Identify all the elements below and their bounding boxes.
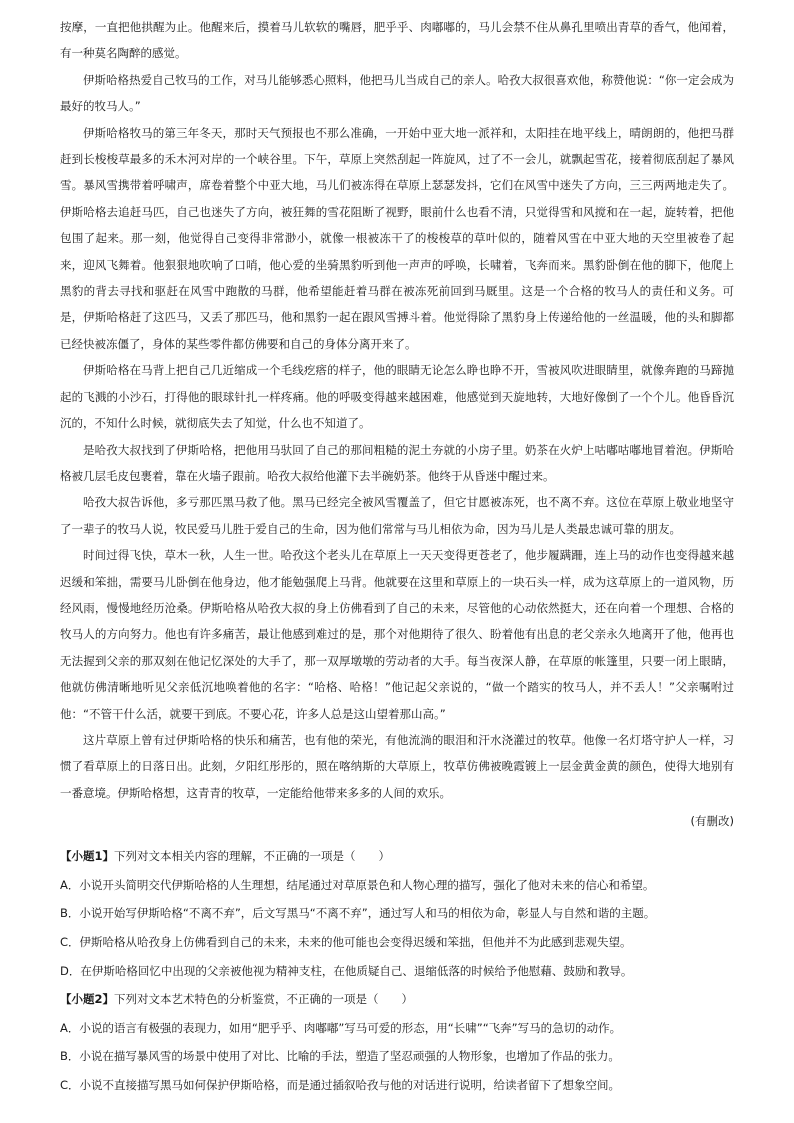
question-text: 下列对文本艺术特色的分析鉴赏，不正确的一项是（ ） xyxy=(114,992,414,1007)
article-paragraph: 伊斯哈格牧马的第三年冬天，那时天气预报也不那么准确，一开始中亚大地一派祥和，太阳挂在地平线上，晴朗朗的，他把马群赶到长梭梭草最多的禾木河对岸的一个峡谷里。下午，草原上突然刮起一阵旋风，过了不一会儿，就飘起雪花，接着彻底刮起了暴风雪。暴风雪携带着呼啸声，席卷着整个中亚大地，马儿们被冻得在草原上瑟瑟发抖，它们在风雪中迷失了方向，三三两两地走失了。伊斯哈格去追赶马匹，自己也迷失了方向，被狂舞的雪花阻断了视野，眼前什么也看不清，只觉得雪和风搅和在一起，旋转着，把他包围了起来。那一刻，他觉得自己变得非常渺小，就像一根被冻干了的梭梭草的草叶似的，随着风雪在中亚大地的天空里被卷了起来，迎风飞舞着。他狠狠地吹响了口哨，他心爱的坐骑黑豹听到他一声声的呼唤，长啸着，飞奔而来。黑豹卧倒在他的脚下，他爬上黑豹的背去寻找和驱赶在风雪中跑散的马群，他希望能赶着马群在被冻死前回到马厩里。这是一个合格的牧马人的责任和义务。可是，伊斯哈格赶了这匹马，又丢了那匹马，他和黑豹一起在跟风雪搏斗着。他觉得除了黑豹身上传递给他的一丝温暖，他的头和脚都已经快被冻僵了，身体的某些零件都仿佛要和自己的身体分离开来了。 xyxy=(60,125,734,351)
article-paragraph: 伊斯哈格热爱自己牧马的工作，对马儿能够悉心照料，他把马儿当成自己的亲人。哈孜大叔很喜欢他，称赞他说：“你一定会成为最好的牧马人。” xyxy=(60,72,734,114)
article-paragraph: 伊斯哈格在马背上把自己几近缩成一个毛线疙瘩的样子，他的眼睛无论怎么睁也睁不开，雪被风吹进眼睛里，就像奔跑的马蹄抛起的飞溅的小沙石，打得他的眼球针扎一样疼痛。他的呼吸变得越来越困难，他感觉到天旋地转，大地好像倒了一个个儿。他昏昏沉沉的，不知什么时候，就彻底失去了知觉，什么也不知道了。 xyxy=(60,363,734,431)
option-d: D．在伊斯哈格回忆中出现的父亲被他视为精神支柱，在他质疑自己、退缩低落的时候给予他慰藉、鼓励和教导。 xyxy=(60,963,633,978)
question-stem xyxy=(60,842,734,871)
article-body xyxy=(60,14,734,806)
question-block xyxy=(60,842,734,985)
question-tag: 【小题1】 xyxy=(60,849,115,864)
article-paragraph: 是哈孜大叔找到了伊斯哈格，把他用马驮回了自己的那间粗糙的泥土夯就的小房子里。奶茶在火炉上咕嘟咕嘟地冒着泡。伊斯哈格被几层毛皮包裹着，靠在火墙子跟前。哈孜大叔给他灌下去半碗奶茶。他终于从昏迷中醒过来。 xyxy=(60,442,734,483)
article-paragraph: 哈孜大叔告诉他，多亏那匹黑马救了他。黑马已经完全被风雪覆盖了，但它甘愿被冻死，也不离不弃。这位在草原上敬业地坚守了一辈子的牧马人说，牧民爱马儿胜于爱自己的生命，因为他们常常与马儿相依为命，因为马儿是人类最忠诚可靠的朋友。 xyxy=(60,495,734,536)
article-paragraph: 时间过得飞快，草木一秋，人生一世。哈孜这个老头儿在草原上一天天变得更苍老了，他步履蹒跚，连上马的动作也变得越来越迟缓和笨拙，需要马儿卧倒在他身边，他才能勉强爬上马背。他就要在这里和草原上的一块石头一样，成为这草原上的一道风物，历经风雨，慢慢地经历沧桑。伊斯哈格从哈孜大叔的身上仿佛看到了自己的未来，尽管他的心动依然挺大，还在向着一个理想、合格的牧马人的方向努力。他也有许多痛苦，最让他感到难过的是，那个对他期待了很久、盼着他有出息的老父亲永久地离开了他，他再也无法握到父亲的那双刻在他记忆深处的大手了，那一双厚墩墩的劳动者的大手。每当夜深人静，在草原的帐篷里，只要一闭上眼睛，他就仿佛清晰地听见父亲低沉地唤着他的名字：“哈格、哈格！”他记起父亲说的，“做一个踏实的牧马人，并不丢人！”父亲嘱咐过他：“不管干什么活，就要干到底。不要心花，许多人总是这山望着那山高。” xyxy=(60,548,734,721)
article-paragraph: 这片草原上曾有过伊斯哈格的快乐和痛苦，也有他的荣光，有他流淌的眼泪和汗水浇灌过的牧草。他像一名灯塔守护人一样，习惯了看草原上的日落日出。此刻，夕阳红彤彤的，照在喀纳斯的大草原上，牧草仿佛被晚霞镀上一层金黄金黄的颜色，使得大地别有一番意境。伊斯哈格想，这青青的牧草，一定能给他带来多多的人间的欢乐。 xyxy=(60,732,734,800)
option-a: A．小说的语言有极强的表现力，如用“肥乎乎、肉嘟嘟”写马可爱的形态，用“长啸”“飞奔”写马的急切的动作。 xyxy=(60,1020,622,1035)
option-b: B．小说开始写伊斯哈格“不离不弃”，后文写黑马“不离不弃”，通过写人和马的相依为命，彰显人与自然和谐的主题。 xyxy=(60,906,656,921)
option-c: C．小说不直接描写黑马如何保护伊斯哈格，而是通过插叙哈孜与他的对话进行说明，给读者留下了想象空间。 xyxy=(60,1077,621,1092)
question-text: 下列对文本相关内容的理解，不正确的一项是（ ） xyxy=(114,849,391,864)
option-a: A．小说开头简明交代伊斯哈格的人生理想，结尾通过对草原景色和人物心理的描写，强化了他对未来的信心和希望。 xyxy=(60,877,655,892)
question-stem xyxy=(60,985,734,1014)
question-tag: 【小题2】 xyxy=(60,992,115,1007)
option-c: C．伊斯哈格从哈孜身上仿佛看到自己的未来，未来的他可能也会变得迟缓和笨拙，但他并不为此感到悲观失望。 xyxy=(60,934,632,949)
option-b: B．小说在描写暴风雪的场景中使用了对比、比喻的手法，塑造了坚忍顽强的人物形象，也增加了作品的张力。 xyxy=(60,1049,620,1064)
question-block xyxy=(60,985,734,1099)
source-note: (有删改) xyxy=(690,814,734,829)
article-paragraph: 按摩，一直把他拱醒为止。他醒来后，摸着马儿软软的嘴唇，肥乎乎、肉嘟嘟的，马儿会禁不住从鼻孔里喷出青草的香气，他闻着，有一种莫名陶醉的感觉。 xyxy=(60,20,734,61)
